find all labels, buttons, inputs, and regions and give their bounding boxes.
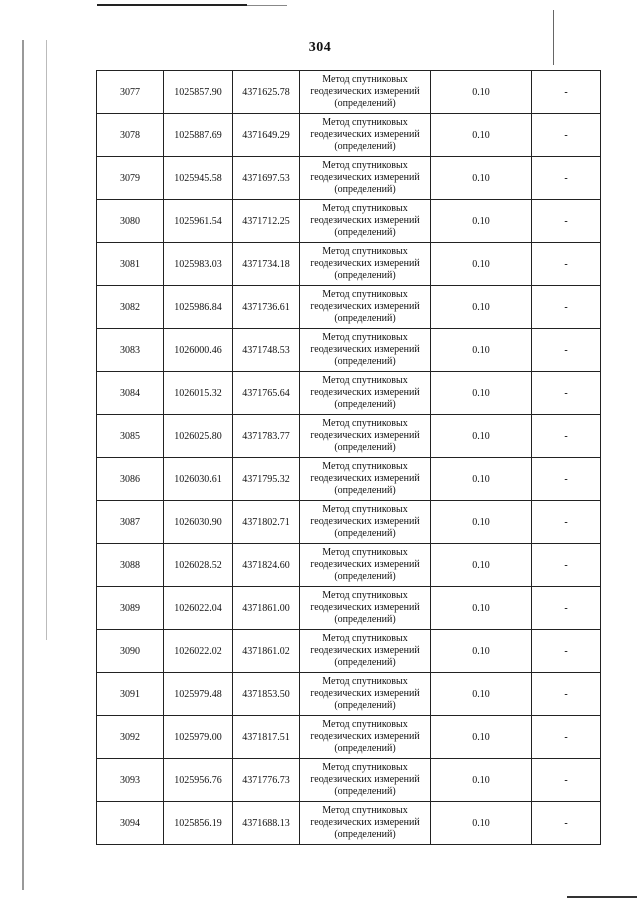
x-coordinate-cell: 1026030.61: [164, 458, 233, 501]
method-text-line: (определений): [334, 270, 396, 281]
method-text-line: Метод спутниковых: [322, 160, 408, 171]
table-row: [97, 673, 601, 716]
y-coordinate-cell: 4371861.02: [233, 630, 300, 673]
point-number-cell: 3091: [97, 673, 164, 716]
y-coordinate-cell: 4371649.29: [233, 114, 300, 157]
x-coordinate-cell: 1026022.04: [164, 587, 233, 630]
x-coordinate-cell: 1026028.52: [164, 544, 233, 587]
table-row: [97, 157, 601, 200]
description-cell: -: [532, 501, 601, 544]
table-row: [97, 716, 601, 759]
point-number-cell: 3082: [97, 286, 164, 329]
method-text-line: Метод спутниковых: [322, 633, 408, 644]
description-cell: -: [532, 157, 601, 200]
method-text-line: Метод спутниковых: [322, 289, 408, 300]
coordinates-table: [96, 70, 601, 845]
x-coordinate-cell: 1026000.46: [164, 329, 233, 372]
y-coordinate-cell: 4371697.53: [233, 157, 300, 200]
method-text-line: Метод спутниковых: [322, 719, 408, 730]
page-number: 304: [308, 40, 332, 55]
x-coordinate-cell: 1026030.90: [164, 501, 233, 544]
accuracy-cell: 0.10: [431, 802, 532, 845]
point-number-cell: 3086: [97, 458, 164, 501]
y-coordinate-cell: 4371765.64: [233, 372, 300, 415]
method-text-line: геодезических измерений: [310, 258, 420, 269]
accuracy-cell: 0.10: [431, 372, 532, 415]
method-text-line: геодезических измерений: [310, 559, 420, 570]
method-text-line: (определений): [334, 356, 396, 367]
x-coordinate-cell: 1025856.19: [164, 802, 233, 845]
table-row: [97, 587, 601, 630]
method-text-line: геодезических измерений: [310, 172, 420, 183]
method-text-line: (определений): [334, 184, 396, 195]
method-text-line: геодезических измерений: [310, 86, 420, 97]
method-text-line: Метод спутниковых: [322, 117, 408, 128]
accuracy-cell: 0.10: [431, 544, 532, 587]
method-text-line: (определений): [334, 485, 396, 496]
point-number-cell: 3079: [97, 157, 164, 200]
description-cell: -: [532, 243, 601, 286]
point-number-cell: 3093: [97, 759, 164, 802]
method-text-line: геодезических измерений: [310, 817, 420, 828]
y-coordinate-cell: 4371853.50: [233, 673, 300, 716]
accuracy-cell: 0.10: [431, 200, 532, 243]
point-number-cell: 3088: [97, 544, 164, 587]
y-coordinate-cell: 4371861.00: [233, 587, 300, 630]
x-coordinate-cell: 1025945.58: [164, 157, 233, 200]
accuracy-cell: 0.10: [431, 114, 532, 157]
method-text-line: Метод спутниковых: [322, 203, 408, 214]
method-cell: [300, 372, 431, 415]
table-row: [97, 329, 601, 372]
table-row: [97, 415, 601, 458]
accuracy-cell: 0.10: [431, 71, 532, 114]
method-text-line: геодезических измерений: [310, 473, 420, 484]
point-number-cell: 3080: [97, 200, 164, 243]
point-number-cell: 3084: [97, 372, 164, 415]
description-cell: -: [532, 329, 601, 372]
accuracy-cell: 0.10: [431, 286, 532, 329]
point-number-cell: 3081: [97, 243, 164, 286]
y-coordinate-cell: 4371734.18: [233, 243, 300, 286]
method-cell: [300, 716, 431, 759]
method-text-line: (определений): [334, 786, 396, 797]
method-text-line: Метод спутниковых: [322, 762, 408, 773]
x-coordinate-cell: 1025979.00: [164, 716, 233, 759]
x-coordinate-cell: 1026022.02: [164, 630, 233, 673]
method-cell: [300, 114, 431, 157]
method-text-line: Метод спутниковых: [322, 547, 408, 558]
table-row: [97, 286, 601, 329]
y-coordinate-cell: 4371795.32: [233, 458, 300, 501]
method-text-line: геодезических измерений: [310, 430, 420, 441]
accuracy-cell: 0.10: [431, 458, 532, 501]
method-cell: [300, 501, 431, 544]
table-row: [97, 372, 601, 415]
method-cell: [300, 759, 431, 802]
method-text-line: геодезических измерений: [310, 774, 420, 785]
accuracy-cell: 0.10: [431, 673, 532, 716]
y-coordinate-cell: 4371688.13: [233, 802, 300, 845]
method-text-line: геодезических измерений: [310, 129, 420, 140]
accuracy-cell: 0.10: [431, 415, 532, 458]
method-text-line: (определений): [334, 528, 396, 539]
method-text-line: Метод спутниковых: [322, 418, 408, 429]
table-row: [97, 243, 601, 286]
method-cell: [300, 587, 431, 630]
method-cell: [300, 458, 431, 501]
table-row: [97, 71, 601, 114]
method-cell: [300, 415, 431, 458]
accuracy-cell: 0.10: [431, 501, 532, 544]
y-coordinate-cell: 4371736.61: [233, 286, 300, 329]
description-cell: -: [532, 802, 601, 845]
point-number-cell: 3085: [97, 415, 164, 458]
table-row: [97, 458, 601, 501]
method-text-line: Метод спутниковых: [322, 74, 408, 85]
table-row: [97, 544, 601, 587]
accuracy-cell: 0.10: [431, 157, 532, 200]
method-text-line: (определений): [334, 442, 396, 453]
method-cell: [300, 286, 431, 329]
method-cell: [300, 200, 431, 243]
point-number-cell: 3087: [97, 501, 164, 544]
x-coordinate-cell: 1025986.84: [164, 286, 233, 329]
table-row: [97, 200, 601, 243]
method-text-line: геодезических измерений: [310, 731, 420, 742]
method-text-line: (определений): [334, 141, 396, 152]
method-text-line: Метод спутниковых: [322, 504, 408, 515]
table-row: [97, 630, 601, 673]
scan-margin-rule: [46, 40, 47, 640]
scan-artifact-line: [97, 4, 247, 6]
method-cell: [300, 630, 431, 673]
method-text-line: (определений): [334, 313, 396, 324]
x-coordinate-cell: 1026015.32: [164, 372, 233, 415]
description-cell: -: [532, 587, 601, 630]
y-coordinate-cell: 4371824.60: [233, 544, 300, 587]
point-number-cell: 3094: [97, 802, 164, 845]
method-text-line: (определений): [334, 571, 396, 582]
description-cell: -: [532, 71, 601, 114]
description-cell: -: [532, 458, 601, 501]
y-coordinate-cell: 4371776.73: [233, 759, 300, 802]
method-text-line: геодезических измерений: [310, 516, 420, 527]
description-cell: -: [532, 200, 601, 243]
method-text-line: геодезических измерений: [310, 645, 420, 656]
y-coordinate-cell: 4371748.53: [233, 329, 300, 372]
x-coordinate-cell: 1025857.90: [164, 71, 233, 114]
method-text-line: (определений): [334, 98, 396, 109]
description-cell: -: [532, 759, 601, 802]
y-coordinate-cell: 4371625.78: [233, 71, 300, 114]
method-cell: [300, 329, 431, 372]
method-text-line: геодезических измерений: [310, 688, 420, 699]
description-cell: -: [532, 286, 601, 329]
method-cell: [300, 673, 431, 716]
point-number-cell: 3078: [97, 114, 164, 157]
description-cell: -: [532, 114, 601, 157]
scan-artifact-line: [247, 5, 287, 6]
y-coordinate-cell: 4371802.71: [233, 501, 300, 544]
method-text-line: (определений): [334, 657, 396, 668]
point-number-cell: 3092: [97, 716, 164, 759]
description-cell: -: [532, 630, 601, 673]
y-coordinate-cell: 4371817.51: [233, 716, 300, 759]
description-cell: -: [532, 372, 601, 415]
method-cell: [300, 243, 431, 286]
method-text-line: Метод спутниковых: [322, 676, 408, 687]
point-number-cell: 3089: [97, 587, 164, 630]
description-cell: -: [532, 415, 601, 458]
method-cell: [300, 71, 431, 114]
method-text-line: геодезических измерений: [310, 602, 420, 613]
scan-margin-rule: [22, 40, 24, 890]
method-text-line: (определений): [334, 399, 396, 410]
method-text-line: (определений): [334, 227, 396, 238]
method-text-line: (определений): [334, 700, 396, 711]
method-text-line: Метод спутниковых: [322, 590, 408, 601]
y-coordinate-cell: 4371712.25: [233, 200, 300, 243]
x-coordinate-cell: 1025887.69: [164, 114, 233, 157]
x-coordinate-cell: 1025961.54: [164, 200, 233, 243]
point-number-cell: 3083: [97, 329, 164, 372]
coordinates-table-body: [97, 71, 601, 845]
method-text-line: Метод спутниковых: [322, 246, 408, 257]
method-text-line: (определений): [334, 829, 396, 840]
method-text-line: геодезических измерений: [310, 344, 420, 355]
accuracy-cell: 0.10: [431, 716, 532, 759]
accuracy-cell: 0.10: [431, 759, 532, 802]
table-row: [97, 759, 601, 802]
x-coordinate-cell: 1025983.03: [164, 243, 233, 286]
method-text-line: геодезических измерений: [310, 301, 420, 312]
method-text-line: (определений): [334, 614, 396, 625]
method-text-line: геодезических измерений: [310, 387, 420, 398]
method-text-line: (определений): [334, 743, 396, 754]
x-coordinate-cell: 1025956.76: [164, 759, 233, 802]
method-text-line: Метод спутниковых: [322, 332, 408, 343]
accuracy-cell: 0.10: [431, 329, 532, 372]
method-cell: [300, 802, 431, 845]
y-coordinate-cell: 4371783.77: [233, 415, 300, 458]
point-number-cell: 3090: [97, 630, 164, 673]
method-text-line: Метод спутниковых: [322, 375, 408, 386]
x-coordinate-cell: 1026025.80: [164, 415, 233, 458]
method-text-line: Метод спутниковых: [322, 461, 408, 472]
method-text-line: геодезических измерений: [310, 215, 420, 226]
description-cell: -: [532, 673, 601, 716]
table-row: [97, 802, 601, 845]
description-cell: -: [532, 716, 601, 759]
accuracy-cell: 0.10: [431, 587, 532, 630]
description-cell: -: [532, 544, 601, 587]
x-coordinate-cell: 1025979.48: [164, 673, 233, 716]
accuracy-cell: 0.10: [431, 630, 532, 673]
method-text-line: Метод спутниковых: [322, 805, 408, 816]
method-cell: [300, 544, 431, 587]
point-number-cell: 3077: [97, 71, 164, 114]
table-row: [97, 501, 601, 544]
scan-margin-rule: [553, 10, 554, 65]
table-row: [97, 114, 601, 157]
accuracy-cell: 0.10: [431, 243, 532, 286]
scan-artifact-line: [567, 896, 637, 898]
method-cell: [300, 157, 431, 200]
